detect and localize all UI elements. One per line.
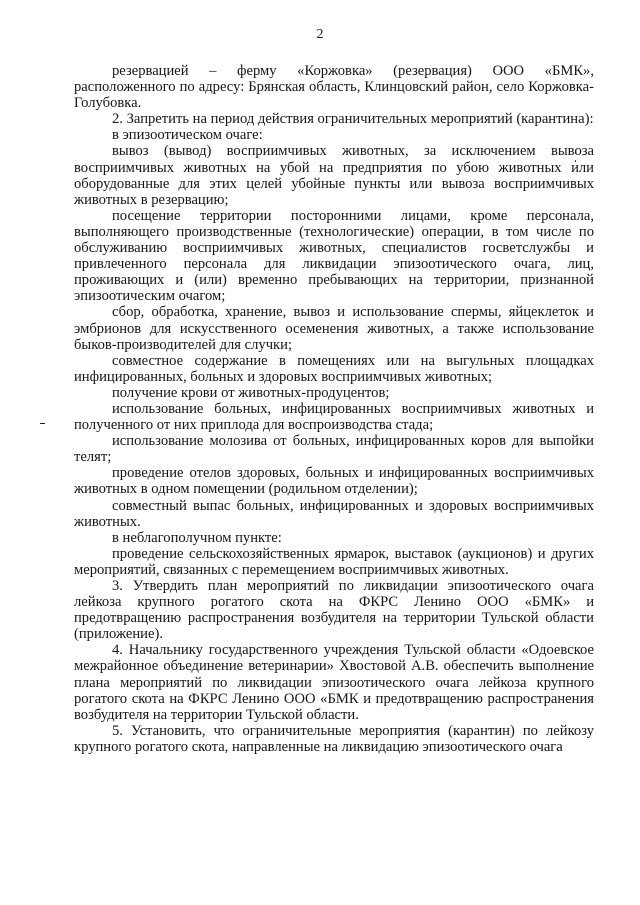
paragraph-item-5: 5. Установить, что ограничительные мероприятия (карантин) по лейкозу крупного рогатого скота, направленные на ликвидацию эпизоотического очага bbox=[74, 722, 594, 755]
paragraph-item-2: 2. Запретить на период действия ограничительных мероприятий (карантина): bbox=[112, 111, 594, 128]
margin-mark bbox=[40, 423, 45, 424]
subheading-unfavorable-point: в неблагополучном пункте: bbox=[112, 529, 282, 546]
paragraph-joint-keeping-ban: совместное содержание в помещениях или на выгульных площадках инфицированных, больных и здоровых восприимчивых животных; bbox=[74, 352, 594, 385]
paragraph-item-3: 3. Утвердить план мероприятий по ликвидации эпизоотического очага лейкоза крупного рогатого скота на ФКРС Ленино ООО «БМК» и предотвращению распространения возбудителя на территории Тульской области (приложение). bbox=[74, 578, 594, 643]
document-body bbox=[74, 63, 594, 755]
paragraph-semen-ban: сбор, обработка, хранение, вывоз и использование спермы, яйцеклеток и эмбрионов для искусственного осеменения животных, а также использование быков-производителей для случки; bbox=[74, 304, 594, 353]
paragraph-fairs-ban: проведение сельскохозяйственных ярмарок, выставок (аукционов) и других мероприятий, связанных с перемещением восприимчивых животных. bbox=[74, 545, 594, 578]
paragraph-visit-ban: посещение территории посторонними лицами, кроме персонала, выполняющего производственные (технологические) операции, в том числе по обслуживанию восприимчивых животных, специалистов госветслужбы и привлеченного персонала для ликвидации эпизоотического очага, лиц, проживающих и (или) временно пребывающих на территории, признанной эпизоотическим очагом; bbox=[74, 207, 594, 305]
paragraph-calving-ban: проведение отелов здоровых, больных и инфицированных восприимчивых животных в одном помещении (родильном отделении); bbox=[74, 465, 594, 498]
paragraph-grazing-ban: совместный выпас больных, инфицированных и здоровых восприимчивых животных. bbox=[74, 497, 594, 530]
subheading-focus: в эпизоотическом очаге: bbox=[112, 127, 263, 144]
paragraph-export-ban: вывоз (вывод) восприимчивых животных, за исключением вывоза восприимчивых животных на убой на предприятия по убою животных или оборудованные для этих целей убойные пункты или вывоза восприимчивых животных в резервацию; bbox=[74, 143, 594, 208]
page-number: 2 bbox=[316, 27, 324, 42]
paragraph-colostrum-ban: использование молозива от больных, инфицированных коров для выпойки телят; bbox=[74, 433, 594, 466]
paragraph-breeding-ban: использование больных, инфицированных восприимчивых животных и полученного от них приплода для воспроизводства стада; bbox=[74, 400, 594, 434]
paragraph-item-4: 4. Начальнику государственного учреждения Тульской области «Одоевское межрайонное объединение ветеринарии» Хвостовой А.В. обеспечить выполнение плана мероприятий по ликвидации эпизоотического очага лейкоза крупного рогатого скота на ФКРС Ленино ООО «БМК и предотвращению распространения возбудителя на территории Тульской области. bbox=[74, 642, 594, 723]
paragraph-blood-ban: получение крови от животных-продуцентов; bbox=[112, 384, 390, 401]
paragraph-reservation: резервацией – ферму «Коржовка» (резервация) ООО «БМК», расположенного по адресу: Брянская область, Клинцовский район, село Коржовка-Голубовка. bbox=[74, 63, 594, 112]
